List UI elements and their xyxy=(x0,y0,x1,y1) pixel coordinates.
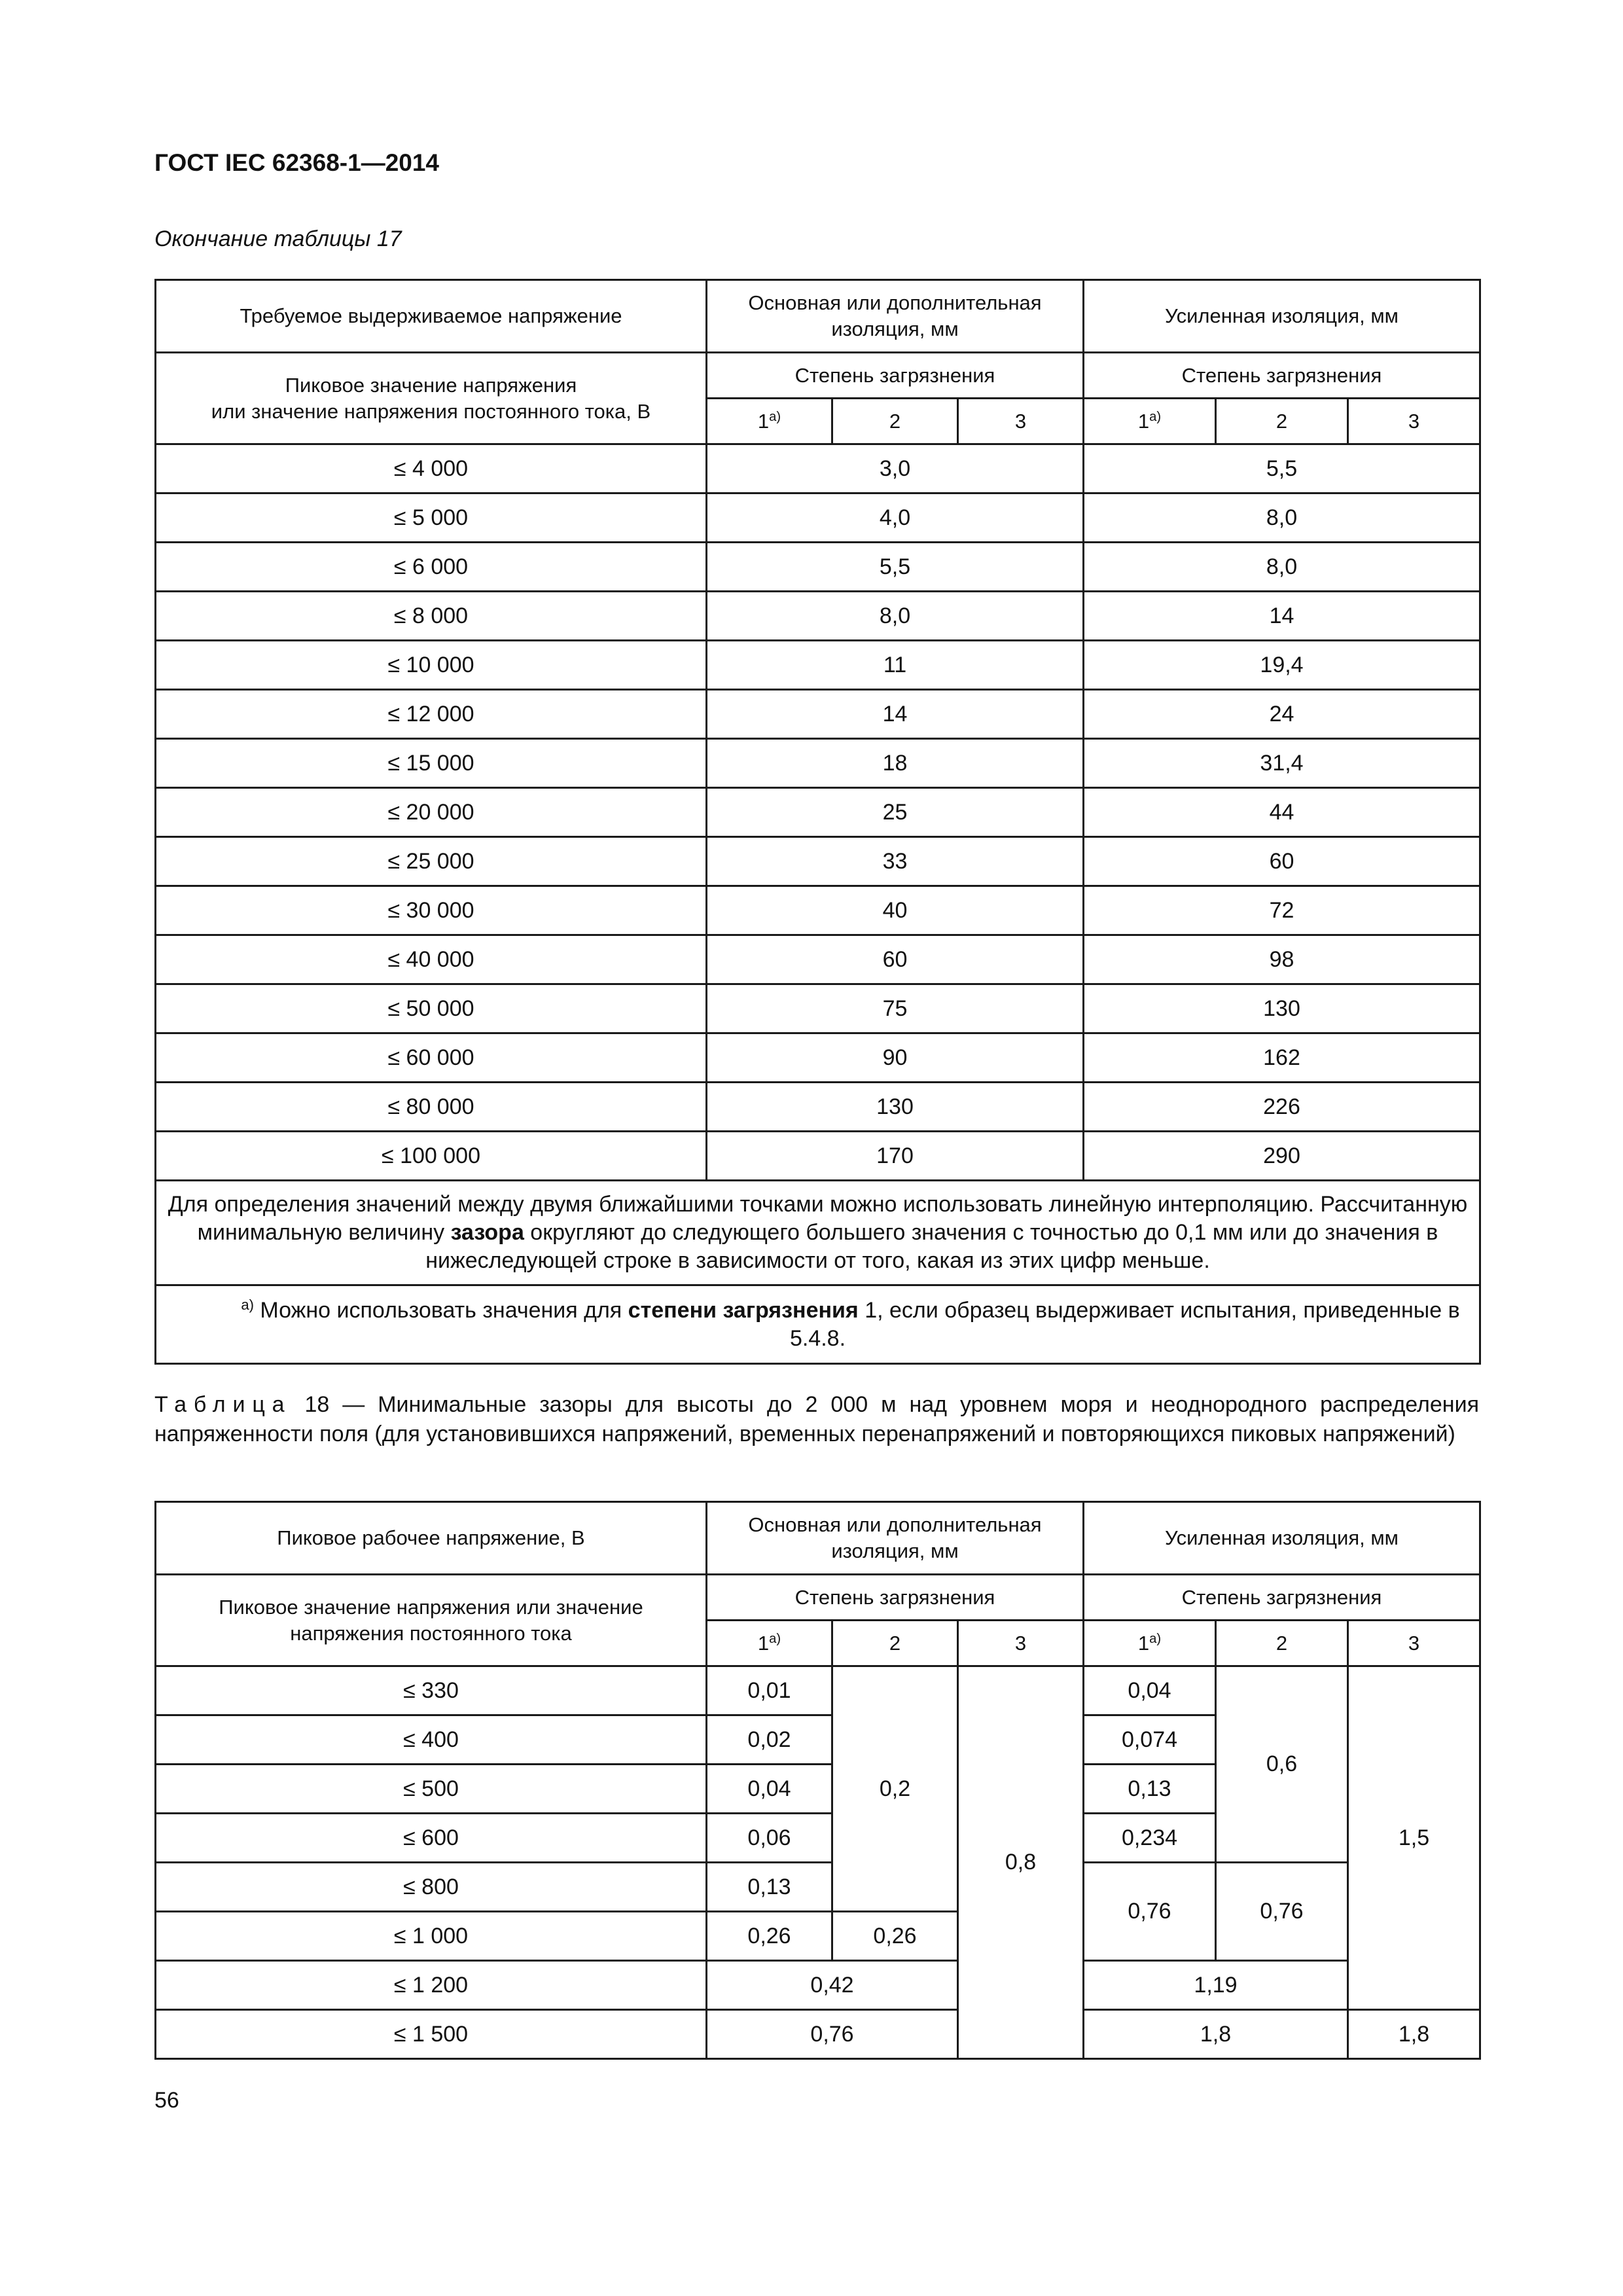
reinforced-p12-cell: 1,8 xyxy=(1084,2010,1348,2059)
reinforced-cell: 60 xyxy=(1084,837,1480,886)
basic-p12-cell: 0,76 xyxy=(707,2010,958,2059)
reinforced-cell: 14 xyxy=(1084,592,1480,641)
voltage-cell: ≤ 8 000 xyxy=(156,592,707,641)
voltage-cell: ≤ 6 000 xyxy=(156,543,707,592)
t17-head-basic: Основная или дополнительная изоляция, мм xyxy=(707,280,1084,353)
t17-head-pollution-basic: Степень загрязнения xyxy=(707,353,1084,399)
reinforced-cell: 5,5 xyxy=(1084,444,1480,493)
t17-head-reinforced-p3: 3 xyxy=(1348,399,1480,444)
basic-cell: 4,0 xyxy=(707,493,1084,543)
table-row xyxy=(156,886,1480,935)
basic-cell: 8,0 xyxy=(707,592,1084,641)
t17-head-basic-p3: 3 xyxy=(958,399,1084,444)
voltage-cell: ≤ 5 000 xyxy=(156,493,707,543)
table-row xyxy=(156,493,1480,543)
table-row xyxy=(156,1863,1480,1912)
t18-head-reinforced-p3: 3 xyxy=(1348,1621,1480,1666)
voltage-cell: ≤ 30 000 xyxy=(156,886,707,935)
reinforced-cell: 72 xyxy=(1084,886,1480,935)
table-18 xyxy=(154,1501,1481,2060)
t18-head-basic-p2: 2 xyxy=(832,1621,958,1666)
reinforced-p1-cell: 0,13 xyxy=(1084,1765,1216,1814)
voltage-cell: ≤ 60 000 xyxy=(156,1033,707,1083)
voltage-cell: ≤ 4 000 xyxy=(156,444,707,493)
reinforced-p1-merged-cell: 0,76 xyxy=(1084,1863,1216,1961)
table-row xyxy=(156,641,1480,690)
voltage-cell: ≤ 500 xyxy=(156,1765,707,1814)
t17-note: Для определения значений между двумя ближайшими точками можно использовать линейную интерполяцию. Рассчитанную минимальную величину зазора округляют до следующего большего значения с точностью до 0,1 мм или до значения в нижеследующей строке в зависимости от того, какая из этих цифр меньше. xyxy=(156,1181,1480,1285)
table-row xyxy=(156,690,1480,739)
t17-head-basic-p2: 2 xyxy=(832,399,958,444)
reinforced-cell: 226 xyxy=(1084,1083,1480,1132)
table-row xyxy=(156,1083,1480,1132)
t17-head-pollution-reinforced: Степень загрязнения xyxy=(1084,353,1480,399)
voltage-cell: ≤ 40 000 xyxy=(156,935,707,984)
voltage-cell: ≤ 12 000 xyxy=(156,690,707,739)
voltage-cell: ≤ 1 200 xyxy=(156,1961,707,2010)
t18-head-pollution-basic: Степень загрязнения xyxy=(707,1575,1084,1621)
t18-head-peak-voltage: Пиковое значение напряжения или значение напряжения постоянного тока xyxy=(156,1575,707,1666)
table-row xyxy=(156,543,1480,592)
reinforced-cell: 162 xyxy=(1084,1033,1480,1083)
voltage-cell: ≤ 600 xyxy=(156,1814,707,1863)
table-row xyxy=(156,935,1480,984)
table-row xyxy=(156,788,1480,837)
t17-head-reinforced: Усиленная изоляция, мм xyxy=(1084,280,1480,353)
t18-head-reinforced-p2: 2 xyxy=(1216,1621,1348,1666)
reinforced-p1-cell: 0,074 xyxy=(1084,1715,1216,1765)
reinforced-p2-merged-cell: 0,6 xyxy=(1216,1666,1348,1863)
table-row xyxy=(156,1132,1480,1181)
basic-cell: 75 xyxy=(707,984,1084,1033)
basic-cell: 90 xyxy=(707,1033,1084,1083)
page-number: 56 xyxy=(154,2088,179,2113)
basic-p2-merged-cell: 0,2 xyxy=(832,1666,958,1912)
voltage-cell: ≤ 100 000 xyxy=(156,1132,707,1181)
t17-head-required-voltage: Требуемое выдерживаемое напряжение xyxy=(156,280,707,353)
reinforced-p3-cell: 1,8 xyxy=(1348,2010,1480,2059)
t17-head-reinforced-p2: 2 xyxy=(1216,399,1348,444)
basic-p1-cell: 0,04 xyxy=(707,1765,832,1814)
t18-head-basic: Основная или дополнительная изоляция, мм xyxy=(707,1502,1084,1575)
reinforced-cell: 19,4 xyxy=(1084,641,1480,690)
table17-continuation-caption: Окончание таблицы 17 xyxy=(154,226,402,251)
t17-head-reinforced-p1: 1$^{a)}$ xyxy=(1084,399,1216,444)
reinforced-cell: 98 xyxy=(1084,935,1480,984)
table-row xyxy=(156,444,1480,493)
reinforced-cell: 130 xyxy=(1084,984,1480,1033)
reinforced-cell: 44 xyxy=(1084,788,1480,837)
voltage-cell: ≤ 1 000 xyxy=(156,1912,707,1961)
t17-head-peak-voltage-line2: или значение напряжения постоянного тока, В xyxy=(211,399,651,423)
voltage-cell: ≤ 25 000 xyxy=(156,837,707,886)
basic-cell: 40 xyxy=(707,886,1084,935)
voltage-cell: ≤ 800 xyxy=(156,1863,707,1912)
voltage-cell: ≤ 400 xyxy=(156,1715,707,1765)
t18-head-reinforced: Усиленная изоляция, мм xyxy=(1084,1502,1480,1575)
table-row xyxy=(156,984,1480,1033)
voltage-cell: ≤ 330 xyxy=(156,1666,707,1715)
table18-caption xyxy=(154,1390,1479,1449)
t17-head-peak-voltage xyxy=(156,353,707,444)
reinforced-cell: 31,4 xyxy=(1084,739,1480,788)
table18-caption-label: Таблица xyxy=(154,1392,292,1417)
table-row xyxy=(156,739,1480,788)
table-row xyxy=(156,837,1480,886)
basic-p1-cell: 0,01 xyxy=(707,1666,832,1715)
reinforced-p12-cell: 1,19 xyxy=(1084,1961,1348,2010)
basic-cell: 3,0 xyxy=(707,444,1084,493)
reinforced-p3-merged-cell: 1,5 xyxy=(1348,1666,1480,2010)
table-17 xyxy=(154,279,1481,1365)
basic-cell: 33 xyxy=(707,837,1084,886)
table-row xyxy=(156,1666,1480,1715)
table-row xyxy=(156,2010,1480,2059)
reinforced-cell: 8,0 xyxy=(1084,493,1480,543)
voltage-cell: ≤ 20 000 xyxy=(156,788,707,837)
reinforced-cell: 8,0 xyxy=(1084,543,1480,592)
basic-p1-cell: 0,02 xyxy=(707,1715,832,1765)
t18-head-basic-p3: 3 xyxy=(958,1621,1084,1666)
voltage-cell: ≤ 10 000 xyxy=(156,641,707,690)
voltage-cell: ≤ 1 500 xyxy=(156,2010,707,2059)
t18-head-peak-working-voltage: Пиковое рабочее напряжение, В xyxy=(156,1502,707,1575)
t17-head-peak-voltage-line1: Пиковое значение напряжения xyxy=(285,373,577,397)
t18-head-pollution-reinforced: Степень загрязнения xyxy=(1084,1575,1480,1621)
voltage-cell: ≤ 15 000 xyxy=(156,739,707,788)
basic-cell: 130 xyxy=(707,1083,1084,1132)
t18-head-reinforced-p1: 1$^{a)}$ xyxy=(1084,1621,1216,1666)
table-row xyxy=(156,1961,1480,2010)
basic-cell: 14 xyxy=(707,690,1084,739)
basic-p1-cell: 0,06 xyxy=(707,1814,832,1863)
table-row xyxy=(156,1033,1480,1083)
t17-head-basic-p1: 1$^{a)}$ xyxy=(707,399,832,444)
voltage-cell: ≤ 50 000 xyxy=(156,984,707,1033)
basic-p2-cell: 0,26 xyxy=(832,1912,958,1961)
table-row xyxy=(156,592,1480,641)
basic-cell: 11 xyxy=(707,641,1084,690)
basic-p1-cell: 0,13 xyxy=(707,1863,832,1912)
basic-cell: 60 xyxy=(707,935,1084,984)
basic-cell: 25 xyxy=(707,788,1084,837)
reinforced-p2-merged-cell: 0,76 xyxy=(1216,1863,1348,1961)
table18-caption-text: 18 — Минимальные зазоры для высоты до 2 000 м над уровнем моря и неоднородного распределения напряженности поля (для установившихся напряжений, временных перенапряжений и повторяющихся пиковых напряжений) xyxy=(154,1392,1479,1446)
reinforced-cell: 290 xyxy=(1084,1132,1480,1181)
basic-cell: 170 xyxy=(707,1132,1084,1181)
reinforced-cell: 24 xyxy=(1084,690,1480,739)
basic-p3-merged-cell: 0,8 xyxy=(958,1666,1084,2059)
voltage-cell: ≤ 80 000 xyxy=(156,1083,707,1132)
reinforced-p1-cell: 0,04 xyxy=(1084,1666,1216,1715)
t17-footnote: $^{a)}$ Можно использовать значения для степени загрязнения 1, если образец выдерживает испытания, приведенные в 5.4.8. xyxy=(156,1285,1480,1364)
basic-p12-cell: 0,42 xyxy=(707,1961,958,2010)
reinforced-p1-cell: 0,234 xyxy=(1084,1814,1216,1863)
document-header: ГОСТ IEC 62368-1—2014 xyxy=(154,149,440,176)
basic-p1-cell: 0,26 xyxy=(707,1912,832,1961)
basic-cell: 5,5 xyxy=(707,543,1084,592)
basic-cell: 18 xyxy=(707,739,1084,788)
t18-head-basic-p1: 1$^{a)}$ xyxy=(707,1621,832,1666)
